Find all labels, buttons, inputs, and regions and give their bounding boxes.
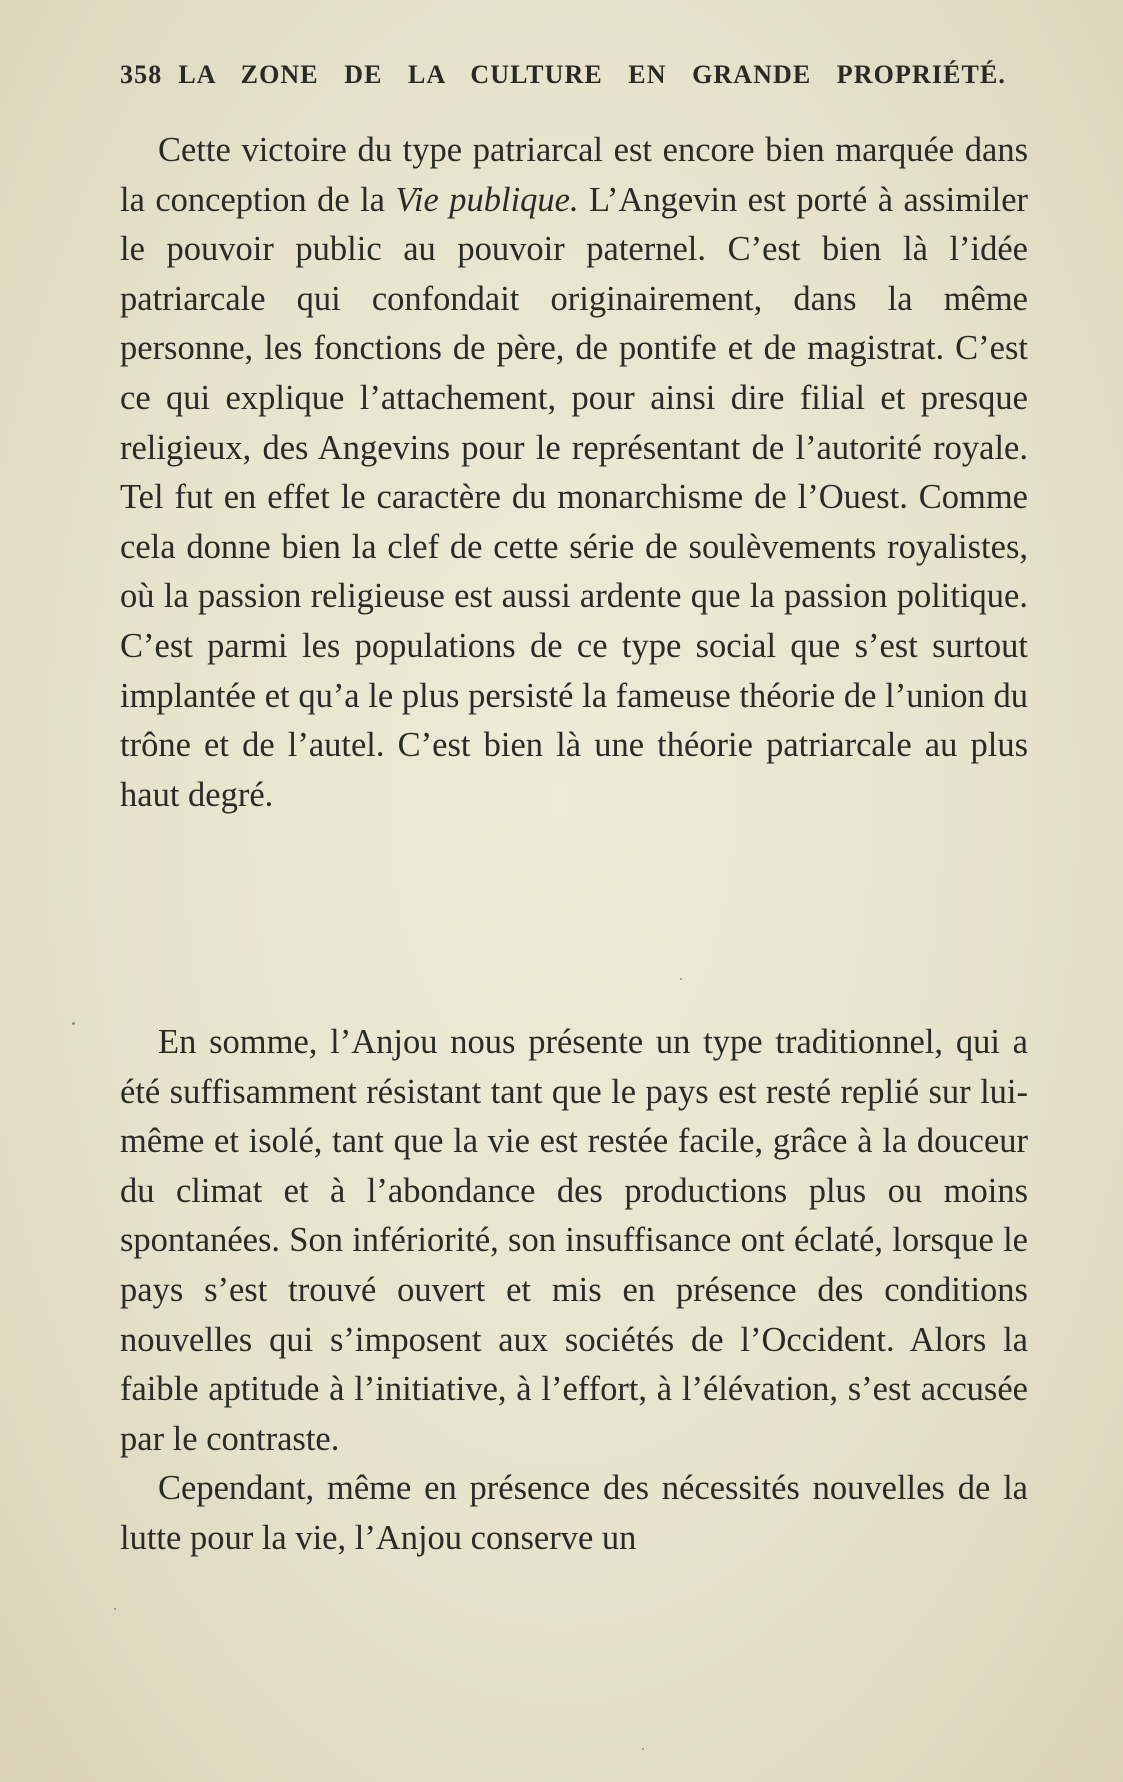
paper-speck [680, 978, 682, 980]
paragraph-text-start: Cette victoire du type patriarcal est encore bien marquée dans la conception de la [120, 131, 1028, 219]
text-block-upper [120, 126, 1028, 820]
running-title: LA ZONE DE LA CULTURE EN GRANDE PROPRIÉTÉ. [178, 60, 1006, 89]
paragraph-en-somme: En somme, l’Anjou nous présente un type traditionnel, qui a été suffisamment résistant tant que le pays est resté replié sur lui-même et isolé, tant que la vie est restée facile, grâce à la douceur du climat et à l’abondance des productions plus ou moins spontanées. Son infériorité, son insuffisance ont éclaté, lorsque le pays s’est trouvé ouvert et mis en présence des conditions nouvelles qui s’imposent aux sociétés de l’Occident. Alors la faible aptitude à l’initiative, à l’effort, à l’élévation, s’est accusée par le contraste. [120, 1023, 1028, 1458]
paper-speck [72, 1022, 75, 1025]
italic-term: Vie publique. [395, 180, 579, 219]
paragraph-vie-publique [120, 126, 1028, 820]
paragraph-cependant: Cependant, même en présence des nécessités nouvelles de la lutte pour la vie, l’Anjou conserve un [120, 1469, 1028, 1557]
paper-speck [114, 1608, 116, 1610]
paragraph-text-rest: L’Angevin est porté à assimiler le pouvoir public au pouvoir paternel. C’est bien là l’idée patriarcale qui confondait originairement, dans la même personne, les fonctions de père, de pontife et de magistrat. C’est ce qui explique l’attachement, pour ainsi dire filial et presque religieux, des Angevins pour le représentant de l’autorité royale. Tel fut en effet le caractère du monarchisme de l’Ouest. Comme cela donne bien la clef de cette série de soulèvements royalistes, où la passion religieuse est aussi ardente que la passion politique. C’est parmi les populations de ce type social que s’est surtout implantée et qu’a le plus persisté la fameuse théorie de l’union du trône et de l’autel. C’est bien là une théorie patriarcale au plus haut degré. [120, 180, 1029, 814]
running-head [120, 60, 1006, 90]
paper-speck [642, 1748, 644, 1750]
page-number: 358 [120, 60, 163, 89]
text-block-lower [120, 1018, 1028, 1564]
